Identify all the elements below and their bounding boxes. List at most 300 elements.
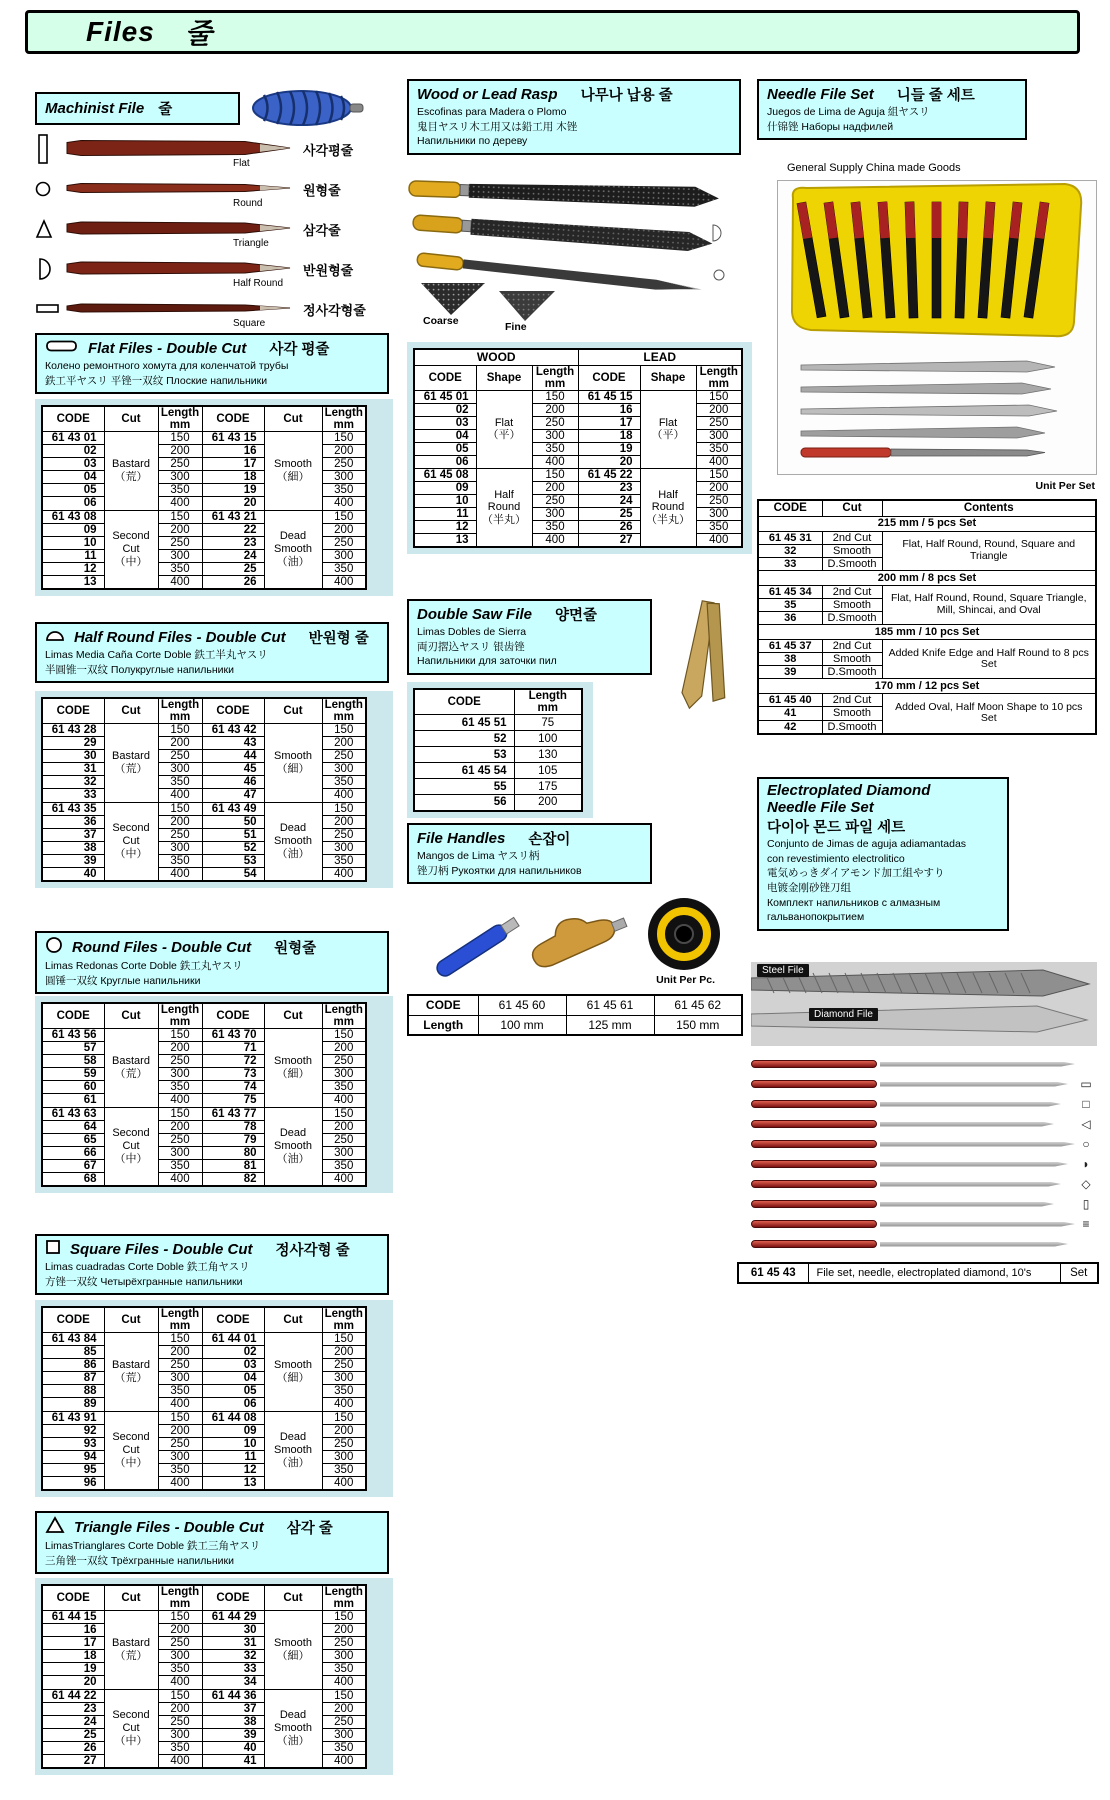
machinist-file-list: [35, 130, 395, 330]
length-cell: 250: [322, 458, 366, 471]
code-cell: 61 45 22: [578, 469, 640, 482]
code-cell: 65: [42, 1133, 104, 1146]
file-blade: [880, 1222, 1075, 1227]
length-cell: 400: [158, 1476, 202, 1490]
code-cell: 61 45 54: [414, 763, 514, 779]
column-header: Length mm: [322, 1307, 366, 1333]
code-cell: 24: [42, 1715, 104, 1728]
triangle-files-table: [41, 1584, 367, 1769]
code-cell: 32: [42, 776, 104, 789]
code-cell: 61 43 08: [42, 510, 104, 523]
section-subtitle: 電気めっきダイアモンド加工組やすり: [767, 867, 945, 880]
column-header: Cut: [822, 500, 882, 516]
wood-lead-table-panel: [407, 342, 752, 554]
length-cell: 200: [322, 1702, 366, 1715]
length-cell: 300: [532, 429, 578, 442]
length-cell: 150: [158, 1689, 202, 1702]
column-header: CODE: [42, 698, 104, 724]
length-cell: 200: [322, 737, 366, 750]
cut-label: Dead Smooth: [274, 822, 312, 847]
section-title: Triangle Files - Double Cut: [74, 1519, 264, 1536]
page-title: Files: [86, 16, 155, 47]
file-handles-table: [407, 994, 743, 1036]
half-round-files-table: [41, 697, 367, 882]
length-cell: 300: [322, 1068, 366, 1081]
file-blade: [880, 1182, 1061, 1187]
section-subtitle: 电镀金刚砂锉刀组: [767, 881, 851, 894]
code-cell: 09: [414, 482, 476, 495]
length-cell: 350: [322, 1385, 366, 1398]
code-cell: 50: [202, 815, 264, 828]
length-cell: 350: [158, 776, 202, 789]
section-subtitle: 半圓锥一双纹 Полукруглые напильники: [45, 663, 234, 676]
round-shape-icon: [35, 172, 51, 211]
column-header: Shape: [476, 365, 532, 390]
machinist-file-row: [35, 250, 395, 290]
diamond-file-row: [751, 1134, 1097, 1154]
code-cell: 17: [42, 1637, 104, 1650]
code-cell: 52: [414, 731, 514, 747]
cut-label-cn: （中）: [114, 555, 148, 568]
length-cell: 150: [158, 1029, 202, 1042]
code-cell: 68: [42, 1172, 104, 1186]
code-cell: 06: [414, 455, 476, 468]
length-cell: 350: [322, 1159, 366, 1172]
code-cell: 37: [202, 1702, 264, 1715]
length-cell: 400: [696, 534, 742, 548]
code-cell: 61 43 35: [42, 802, 104, 815]
section-title: Needle File Set: [767, 799, 874, 816]
wood-lead-table: [413, 348, 743, 548]
length-cell: 250: [696, 416, 742, 429]
section-subtitle: con revestimiento electrolitico: [767, 852, 905, 865]
cut-cell: [104, 510, 158, 589]
cut-cell: Smooth: [822, 653, 882, 666]
code-cell: 46: [202, 776, 264, 789]
cut-cell: 2nd Cut: [822, 585, 882, 598]
cut-label-cn: （荒）: [114, 762, 148, 775]
section-title-kr: 니들 줄 세트: [896, 88, 975, 104]
code-cell: 34: [202, 1676, 264, 1689]
file-blade: [880, 1082, 1068, 1087]
diamond-file-row: [751, 1194, 1097, 1214]
code-cell: 61 43 84: [42, 1333, 104, 1346]
code-cell: 61 44 36: [202, 1689, 264, 1702]
length-cell: 200: [158, 445, 202, 458]
file-handle: [751, 1180, 877, 1188]
length-cell: 350: [158, 1081, 202, 1094]
code-cell: 02: [414, 403, 476, 416]
cut-label: Second Cut: [112, 1431, 150, 1456]
cut-label-cn: （細）: [276, 1649, 310, 1662]
column-header: CODE: [202, 1003, 264, 1029]
cut-cell: [264, 432, 322, 510]
length-cell: 150: [696, 390, 742, 403]
diamond-file-row: [751, 1114, 1097, 1134]
file-blade: [880, 1122, 1054, 1127]
half-round-shape-icon: [35, 252, 51, 291]
code-cell: 26: [42, 1741, 104, 1754]
section-subtitle: LimasTrianglares Corte Doble 鉄工三角ヤスリ: [45, 1540, 261, 1552]
length-cell: 400: [322, 1476, 366, 1490]
length-cell: 350: [322, 1463, 366, 1476]
length-cell: 250: [158, 1437, 202, 1450]
code-cell: 12: [202, 1463, 264, 1476]
length-cell: 250: [158, 828, 202, 841]
file-type-label-kr: 삼각줄: [303, 223, 341, 238]
cut-label-cn: （油）: [276, 847, 310, 860]
length-cell: 400: [158, 1754, 202, 1768]
section-title-row: [45, 1516, 379, 1539]
section-subtitle: 両刃摺込ヤスリ 银齿锉: [417, 640, 525, 653]
square-files-section: [35, 1234, 389, 1295]
cut-label-cn: （油）: [276, 1152, 310, 1165]
cut-cell: 2nd Cut: [822, 694, 882, 707]
cut-label: Flat: [658, 416, 678, 429]
flat-files-table: [41, 405, 367, 590]
length-cell: 400: [158, 789, 202, 802]
section-title-kr: 나무나 납용 줄: [580, 88, 673, 104]
length-cell: 350: [158, 562, 202, 575]
section-title-kr: 삼각 줄: [286, 1521, 333, 1537]
cut-cell: [264, 510, 322, 589]
cut-label-cn: （中）: [114, 847, 148, 860]
half-round-shape-icon: [45, 627, 65, 648]
code-cell: 61 45 40: [758, 694, 822, 707]
brand-note: General Supply China made Goods: [787, 162, 961, 174]
file-blade: [880, 1242, 1068, 1247]
length-cell: 75: [514, 715, 582, 731]
section-subtitle: Mangos de Lima ヤスリ柄: [417, 850, 540, 862]
diamond-file-row: [751, 1214, 1097, 1234]
cut-cell: D.Smooth: [822, 611, 882, 624]
code-cell: 61 45 37: [758, 640, 822, 653]
code-cell: 67: [42, 1159, 104, 1172]
length-cell: 400: [158, 1094, 202, 1107]
length-cell: 200: [158, 1042, 202, 1055]
section-title: Round Files - Double Cut: [72, 939, 252, 956]
code-cell: 61 44 15: [42, 1611, 104, 1624]
length-cell: 200: [322, 1624, 366, 1637]
diamond-needle-file-section: [757, 777, 1009, 931]
code-cell: 79: [202, 1133, 264, 1146]
length-cell: 350: [322, 1741, 366, 1754]
length-cell: 200: [158, 1702, 202, 1715]
length-cell: 150: [158, 1107, 202, 1120]
code-cell: 19: [578, 442, 640, 455]
column-header: Cut: [264, 1585, 322, 1611]
code-cell: 17: [578, 416, 640, 429]
length-cell: 300: [158, 841, 202, 854]
length-cell: 300: [158, 1728, 202, 1741]
file-handle: [751, 1200, 877, 1208]
length-cell: 400: [322, 867, 366, 881]
length-cell: 250: [158, 1715, 202, 1728]
code-cell: 61 44 29: [202, 1611, 264, 1624]
diamond-file-code-table: [737, 1262, 1099, 1284]
code-cell: 74: [202, 1081, 264, 1094]
length-cell: 250: [158, 750, 202, 763]
machinist-file-row: [35, 170, 395, 210]
fine-label: Fine: [505, 321, 527, 333]
code-cell: 10: [42, 536, 104, 549]
square-shape-icon: [45, 1239, 61, 1260]
length-cell: 250: [158, 536, 202, 549]
column-header: Length mm: [158, 698, 202, 724]
code-cell: 25: [42, 1728, 104, 1741]
code-cell: 16: [42, 1624, 104, 1637]
length-cell: 150: [322, 1411, 366, 1424]
length-cell: 150: [158, 432, 202, 445]
machinist-file-header: [35, 92, 240, 125]
code-cell: 33: [758, 557, 822, 570]
column-header: CODE: [414, 365, 476, 390]
code-cell: 26: [578, 521, 640, 534]
code-cell: 26: [202, 575, 264, 589]
column-header: Length mm: [322, 1585, 366, 1611]
file-handle: [751, 1120, 877, 1128]
section-title-row: [45, 627, 379, 648]
cut-label: Smooth: [274, 458, 312, 471]
file-handle: [751, 1220, 877, 1228]
code-cell: 87: [42, 1372, 104, 1385]
code-cell: 25: [202, 562, 264, 575]
length-cell: 150: [158, 510, 202, 523]
section-title: Wood or Lead Rasp: [417, 86, 558, 103]
code-cell: 36: [42, 815, 104, 828]
section-subtitle: 鬼目ヤスリ木工用又は鉛工用 木锉: [417, 120, 578, 133]
cut-label-cn: （半丸）: [482, 514, 526, 526]
code-cell: 03: [414, 416, 476, 429]
section-subtitle: Limas Dobles de Sierra: [417, 626, 527, 638]
cut-label: Smooth: [274, 1637, 312, 1650]
code-cell: 09: [202, 1424, 264, 1437]
machinist-file-row: [35, 290, 395, 330]
length-cell: 150: [322, 1333, 366, 1346]
file-type-label-kr: 반원형줄: [303, 263, 354, 278]
code-cell: 05: [202, 1385, 264, 1398]
code-cell: 43: [202, 737, 264, 750]
machinist-file-row: [35, 130, 395, 170]
cut-label-cn: （油）: [276, 555, 310, 568]
machinist-file-row: [35, 210, 395, 250]
length-cell: 250: [532, 416, 578, 429]
triangle-shape-icon: [35, 212, 53, 251]
cut-label-cn: （荒）: [114, 1649, 148, 1662]
length-cell: 200: [322, 1424, 366, 1437]
length-cell: 250: [322, 828, 366, 841]
code-cell: 71: [202, 1042, 264, 1055]
section-title: File Handles: [417, 830, 506, 847]
machinist-title: Machinist File: [45, 99, 145, 117]
section-title: Electroplated Diamond: [767, 782, 931, 799]
contents-cell: Flat, Half Round, Round, Square and Triangle: [882, 531, 1096, 570]
cut-label-cn: （油）: [276, 1456, 310, 1469]
length-cell: 250: [322, 1437, 366, 1450]
section-subtitle: Напильники по дереву: [417, 135, 528, 148]
length-cell: 250: [322, 1637, 366, 1650]
column-header: CODE: [414, 689, 514, 715]
length-cell: 200: [696, 482, 742, 495]
code-cell: 24: [202, 549, 264, 562]
length-cell: 300: [158, 549, 202, 562]
diamond-file-row: [751, 1054, 1097, 1074]
cut-cell: D.Smooth: [822, 557, 882, 570]
code-cell: 42: [758, 720, 822, 734]
file-type-label: Flat: [233, 158, 250, 169]
round-files-table-panel: [35, 996, 393, 1193]
code-cell: 38: [42, 841, 104, 854]
code-cell: 06: [202, 1398, 264, 1411]
diamond-file-label: Diamond File: [809, 1008, 878, 1021]
code-cell: 56: [414, 795, 514, 811]
column-header: CODE: [202, 406, 264, 432]
code-cell: 13: [202, 1476, 264, 1490]
column-header: Length mm: [532, 365, 578, 390]
length-cell: 400: [322, 1676, 366, 1689]
code-cell: 51: [202, 828, 264, 841]
column-header: Length mm: [696, 365, 742, 390]
square-shape-glyph: □: [1082, 1097, 1090, 1111]
length-cell: 350: [322, 484, 366, 497]
length-cell: 150: [158, 1333, 202, 1346]
code-cell: 37: [42, 828, 104, 841]
code-cell: 61 43 56: [42, 1029, 104, 1042]
column-header: CODE: [42, 1585, 104, 1611]
code-cell: 61 44 08: [202, 1411, 264, 1424]
code-cell: 89: [42, 1398, 104, 1411]
section-title-kr: 사각 평줄: [269, 342, 330, 358]
cut-label: Half Round: [651, 488, 685, 514]
code-cell: 32: [202, 1650, 264, 1663]
wood-rasp-image: [407, 163, 742, 339]
code-cell: 18: [202, 471, 264, 484]
cut-label: Bastard: [112, 1359, 150, 1372]
length-cell: 200: [158, 737, 202, 750]
length-cell: 150: [532, 390, 578, 403]
column-header: Shape: [640, 365, 696, 390]
code-cell: 95: [42, 1463, 104, 1476]
cut-label: Second Cut: [112, 1709, 150, 1734]
code-cell: 61: [42, 1094, 104, 1107]
code-cell: 61 43 21: [202, 510, 264, 523]
cut-label: Dead Smooth: [274, 1709, 312, 1734]
length-cell: 200: [158, 1346, 202, 1359]
length-cell: 350: [158, 484, 202, 497]
section-title: Flat Files - Double Cut: [88, 340, 247, 357]
cut-label: Half Round: [487, 488, 521, 514]
column-header: Contents: [882, 500, 1096, 516]
column-header: Length mm: [158, 1585, 202, 1611]
column-header: Cut: [104, 1003, 158, 1029]
row-header: Length: [408, 1015, 478, 1035]
code-cell: 38: [758, 653, 822, 666]
code-cell: 61 44 22: [42, 1689, 104, 1702]
cut-cell: 2nd Cut: [822, 531, 882, 544]
length-cell: 400: [158, 1172, 202, 1186]
value-cell: 61 45 61: [566, 995, 654, 1015]
file-type-label: Round: [233, 198, 263, 209]
length-cell: 100: [514, 731, 582, 747]
cut-cell: [476, 390, 532, 468]
length-cell: 350: [158, 1741, 202, 1754]
steel-vs-diamond-file-image: [751, 962, 1097, 1046]
code-cell: 80: [202, 1146, 264, 1159]
length-cell: 350: [322, 1663, 366, 1676]
code-cell: 53: [414, 747, 514, 763]
code-cell: 61 43 70: [202, 1029, 264, 1042]
code-cell: 94: [42, 1450, 104, 1463]
code-cell: 35: [758, 598, 822, 611]
file-handle: [751, 1160, 877, 1168]
code-cell: 11: [202, 1450, 264, 1463]
section-title: Double Saw File: [417, 606, 533, 623]
code-cell: 36: [758, 611, 822, 624]
cut-cell: 2nd Cut: [822, 640, 882, 653]
code-cell: 30: [42, 750, 104, 763]
cut-cell: [640, 469, 696, 548]
length-cell: 350: [532, 521, 578, 534]
length-cell: 250: [532, 495, 578, 508]
length-cell: 130: [514, 747, 582, 763]
code-cell: 29: [42, 737, 104, 750]
file-handle: [751, 1060, 877, 1068]
table-group-header: WOOD: [414, 349, 578, 365]
cut-cell: [104, 432, 158, 510]
code-cell: 03: [42, 458, 104, 471]
row-header: CODE: [408, 995, 478, 1015]
code-cell: 16: [578, 403, 640, 416]
needle-file-set-section: [757, 79, 1027, 140]
section-title-kr: 원형줄: [274, 941, 317, 957]
section-subtitle: Комплект напильников с алмазным: [767, 896, 941, 909]
code-cell: 05: [42, 484, 104, 497]
file-handle: [751, 1140, 877, 1148]
column-header: Length mm: [158, 1003, 202, 1029]
length-cell: 250: [158, 1359, 202, 1372]
column-header: Cut: [104, 406, 158, 432]
code-cell: 92: [42, 1424, 104, 1437]
length-cell: 300: [158, 471, 202, 484]
section-title-row: [417, 604, 642, 625]
triangle-files-section: [35, 1511, 389, 1574]
length-cell: 200: [158, 523, 202, 536]
code-cell: 47: [202, 789, 264, 802]
cut-cell: [264, 1411, 322, 1490]
column-header: Cut: [104, 1307, 158, 1333]
length-cell: 250: [322, 1715, 366, 1728]
length-cell: 400: [158, 497, 202, 510]
cut-label: Dead Smooth: [274, 1431, 312, 1456]
column-header: Length mm: [158, 406, 202, 432]
flat-files-table-panel: [35, 399, 393, 596]
section-subtitle: Limas Media Caña Corte Doble 鉄工半丸ヤスリ: [45, 649, 268, 661]
length-cell: 250: [322, 1133, 366, 1146]
length-cell: 350: [158, 854, 202, 867]
flat-files-section: [35, 333, 389, 394]
file-blade: [880, 1102, 1061, 1107]
coarse-label: Coarse: [423, 315, 459, 327]
code-cell: 41: [758, 707, 822, 720]
section-title-kr: 손잡이: [528, 832, 571, 848]
contents-cell: Flat, Half Round, Round, Square Triangle, Mill, Shincai, and Oval: [882, 585, 1096, 624]
length-cell: 150: [322, 1107, 366, 1120]
flat-taper-shape-glyph: ▭: [1080, 1077, 1092, 1091]
cut-label: Smooth: [274, 1359, 312, 1372]
square-files-table: [41, 1306, 367, 1491]
length-cell: 200: [158, 1424, 202, 1437]
cut-cell: Smooth: [822, 707, 882, 720]
